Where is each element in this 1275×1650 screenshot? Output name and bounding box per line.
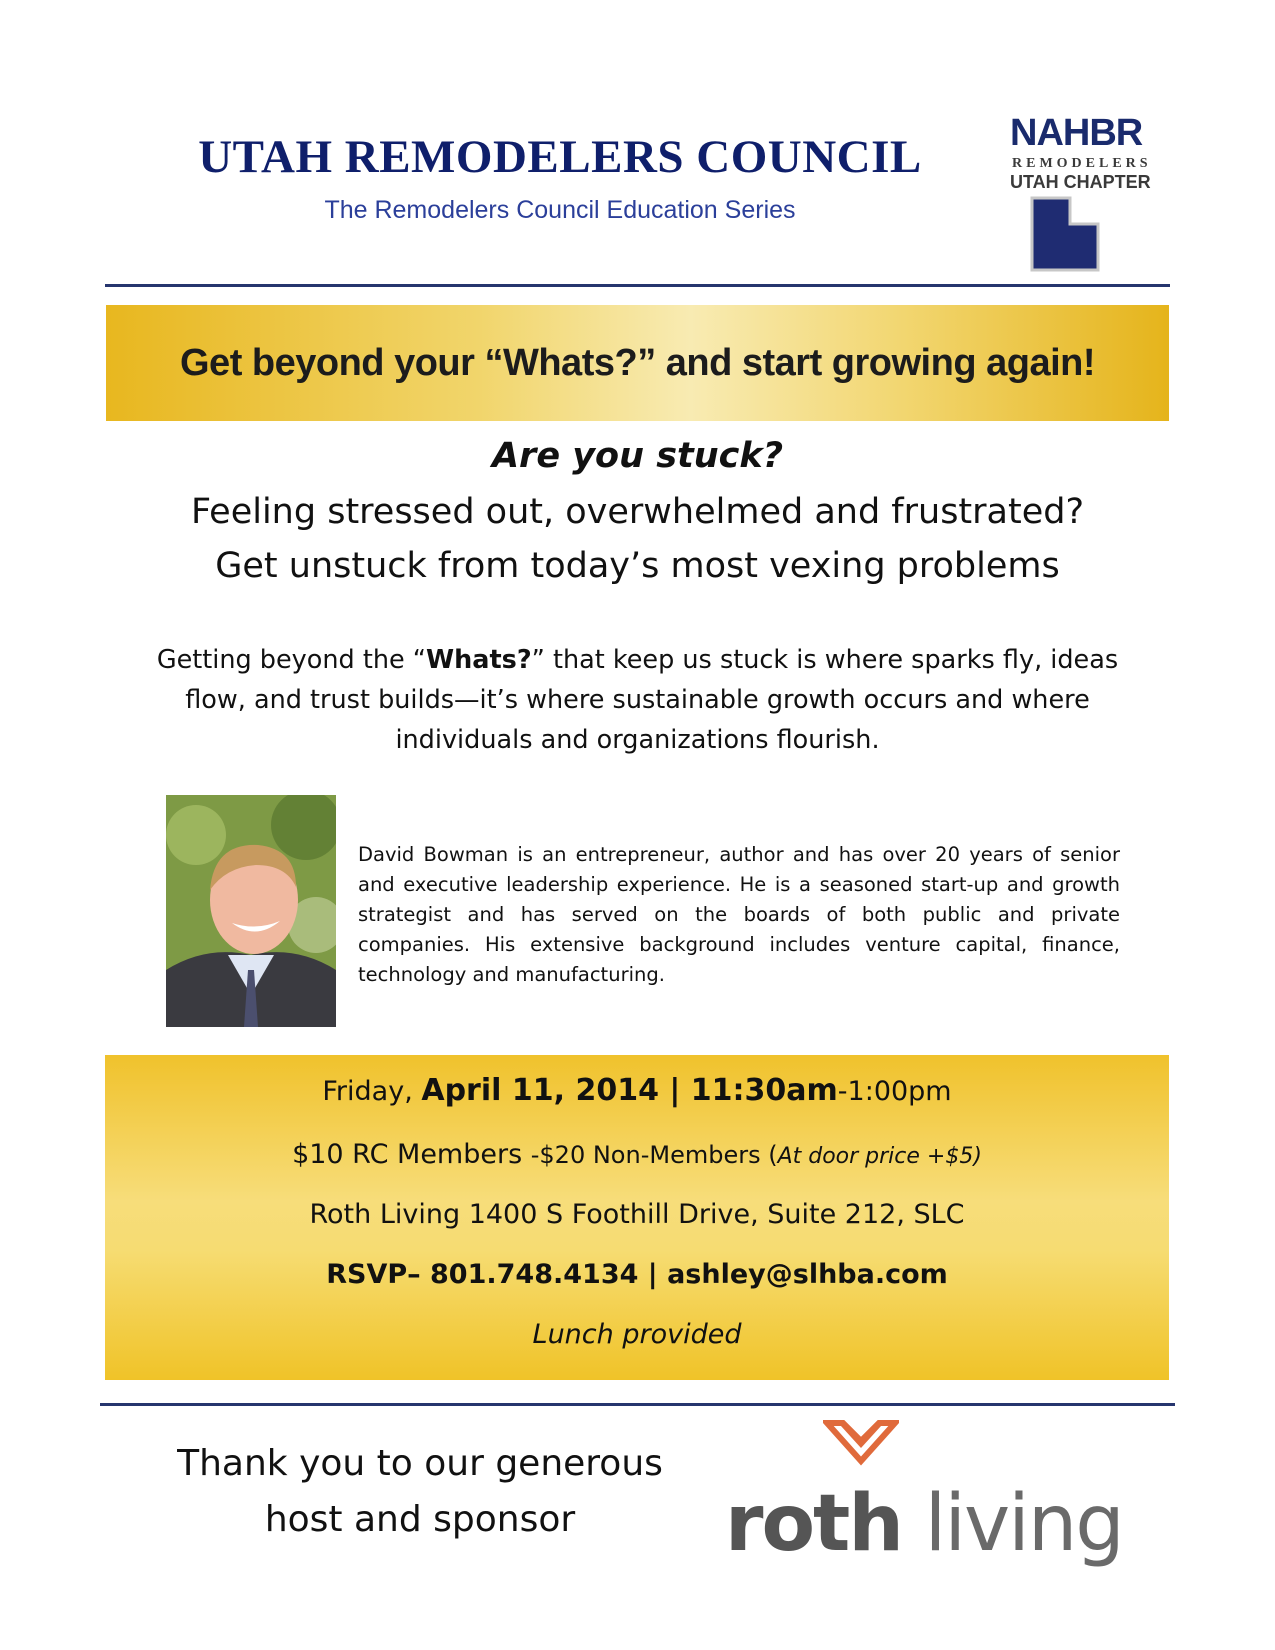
event-rsvp: RSVP– 801.748.4134 | ashley@slhba.com	[326, 1259, 948, 1290]
roth-living-wordmark	[725, 1479, 1123, 1569]
price-members: $10 RC Members	[292, 1139, 531, 1170]
sponsor-light: living	[924, 1479, 1123, 1569]
event-pricing	[105, 1139, 1169, 1170]
event-end-time: -1:00pm	[837, 1076, 952, 1107]
speaker-bio: David Bowman is an entrepreneur, author and has over 20 years of senior and executive leadership experience. He is a seasoned start-up and growth strategist and has served on the boards of both public and private companies. His extensive background includes venture capital, finance, technology and manufacturing.	[358, 843, 1120, 986]
event-day: Friday,	[322, 1076, 422, 1107]
logo-chapter-text: UTAH CHAPTER	[1010, 172, 1151, 192]
series-subtitle: The Remodelers Council Education Series	[324, 196, 796, 224]
thanks-line-1: Thank you to our generous	[177, 1443, 663, 1484]
nahbr-logo	[1000, 112, 1170, 272]
speaker-portrait-image	[166, 795, 336, 1027]
event-lunch: Lunch provided	[532, 1319, 742, 1350]
logo-nahbr-text: NAHBR	[1010, 112, 1143, 154]
event-date: April 11, 2014 | 11:30am	[421, 1073, 838, 1108]
banner-text: Get beyond your “Whats?” and start growing again!	[180, 341, 1095, 384]
thanks-line-2: host and sponsor	[264, 1499, 576, 1540]
event-date-time	[105, 1073, 1169, 1108]
sponsor-thanks	[150, 1436, 690, 1548]
roth-living-logo	[715, 1415, 1135, 1569]
subheading-line-2: Get unstuck from today’s most vexing problems	[215, 546, 1060, 586]
question-heading: Are you stuck?	[491, 436, 784, 476]
price-nonmembers: -$20 Non-Members (	[530, 1141, 778, 1169]
footer-divider	[100, 1403, 1175, 1406]
intro-before: Getting beyond the “	[156, 645, 426, 675]
header-divider	[105, 284, 1170, 287]
chevron-mark-icon	[823, 1415, 899, 1471]
event-location: Roth Living 1400 S Foothill Drive, Suite 212, SLC	[309, 1199, 965, 1230]
price-door: At door price +$5)	[777, 1144, 982, 1169]
speaker-photo	[166, 795, 336, 1027]
headline-banner	[106, 305, 1169, 421]
intro-bold: Whats?	[426, 645, 532, 675]
subheading-line-1: Feeling stressed out, overwhelmed and frustrated?	[190, 492, 1085, 532]
event-details-box	[105, 1055, 1169, 1380]
intro-paragraph	[140, 640, 1135, 760]
intro-after: ” that keep us stuck is where sparks fly, ideas flow, and trust builds—it’s where sustainable growth occurs and where individuals and organizations flourish.	[185, 645, 1119, 755]
sponsor-bold: roth	[725, 1479, 902, 1569]
org-title: UTAH REMODELERS COUNCIL	[198, 131, 922, 183]
utah-state-icon	[1030, 196, 1110, 272]
logo-remodelers-text: REMODELERS	[1012, 156, 1152, 171]
